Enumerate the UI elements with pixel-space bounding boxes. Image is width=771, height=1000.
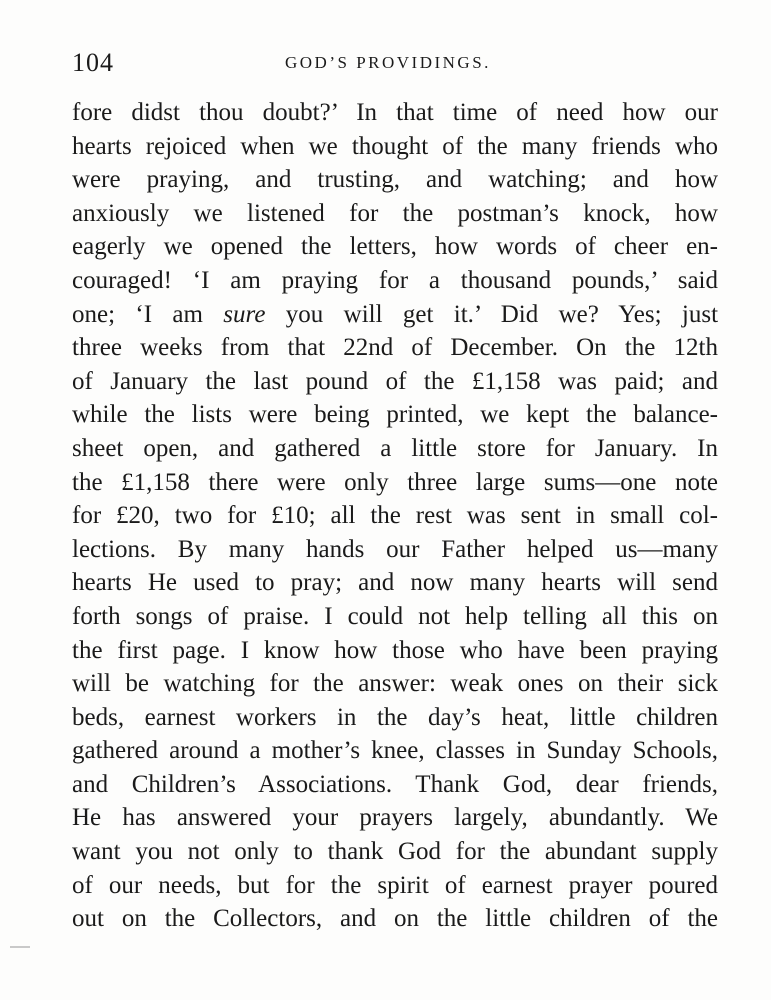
- text-line: He has answered your prayers largely, abundantly. We: [72, 804, 718, 832]
- text-line: eagerly we opened the letters, how words of cheer en-: [72, 233, 718, 261]
- page-number: 104: [72, 48, 114, 77]
- text-segment: you will get it.’ Did we? Yes; just: [285, 300, 719, 328]
- text-line: while the lists were being printed, we kept the balance-: [72, 401, 718, 429]
- text-line: sheet open, and gathered a little store for January. In: [72, 434, 718, 462]
- text-line-with-italic: [72, 298, 718, 332]
- text-line: for £20, two for £10; all the rest was sent in small col-: [72, 502, 718, 530]
- text-line: hearts rejoiced when we thought of the many friends who: [72, 132, 718, 160]
- text-line: were praying, and trusting, and watching; and how: [72, 166, 718, 194]
- text-line: fore didst thou doubt?’ In that time of need how our: [72, 99, 718, 126]
- body-text: [72, 96, 718, 936]
- text-line: of January the last pound of the £1,158 was paid; and: [72, 367, 718, 395]
- text-line: want you not only to thank God for the abundant supply: [72, 838, 718, 866]
- text-line: couraged! ‘I am praying for a thousand pounds,’ said: [72, 266, 718, 294]
- text-line: the £1,158 there were only three large sums—one note: [72, 468, 718, 496]
- margin-smudge: [10, 946, 30, 948]
- text-line: three weeks from that 22nd of December. On the 12th: [72, 334, 718, 362]
- text-line: gathered around a mother’s knee, classes in Sunday Schools,: [72, 737, 718, 765]
- text-line: beds, earnest workers in the day’s heat, little children: [72, 703, 718, 731]
- text-line: of our needs, but for the spirit of earnest prayer poured: [72, 871, 718, 899]
- text-line: anxiously we listened for the postman’s knock, how: [72, 199, 718, 227]
- text-line: hearts He used to pray; and now many hearts will send: [72, 569, 718, 597]
- text-line: lections. By many hands our Father helped us—many: [72, 535, 718, 563]
- running-title: GOD’S PROVIDINGS.: [285, 53, 491, 72]
- text-line: out on the Collectors, and on the little children of the: [72, 905, 718, 933]
- text-line: the first page. I know how those who have been praying: [72, 636, 718, 664]
- running-header: [72, 48, 718, 78]
- italic-word: sure: [223, 300, 266, 328]
- text-line: forth songs of praise. I could not help telling all this on: [72, 602, 718, 630]
- text-segment: one; ‘I am: [72, 300, 203, 328]
- text-line: will be watching for the answer: weak ones on their sick: [72, 670, 718, 698]
- text-line: and Children’s Associations. Thank God, dear friends,: [72, 770, 718, 798]
